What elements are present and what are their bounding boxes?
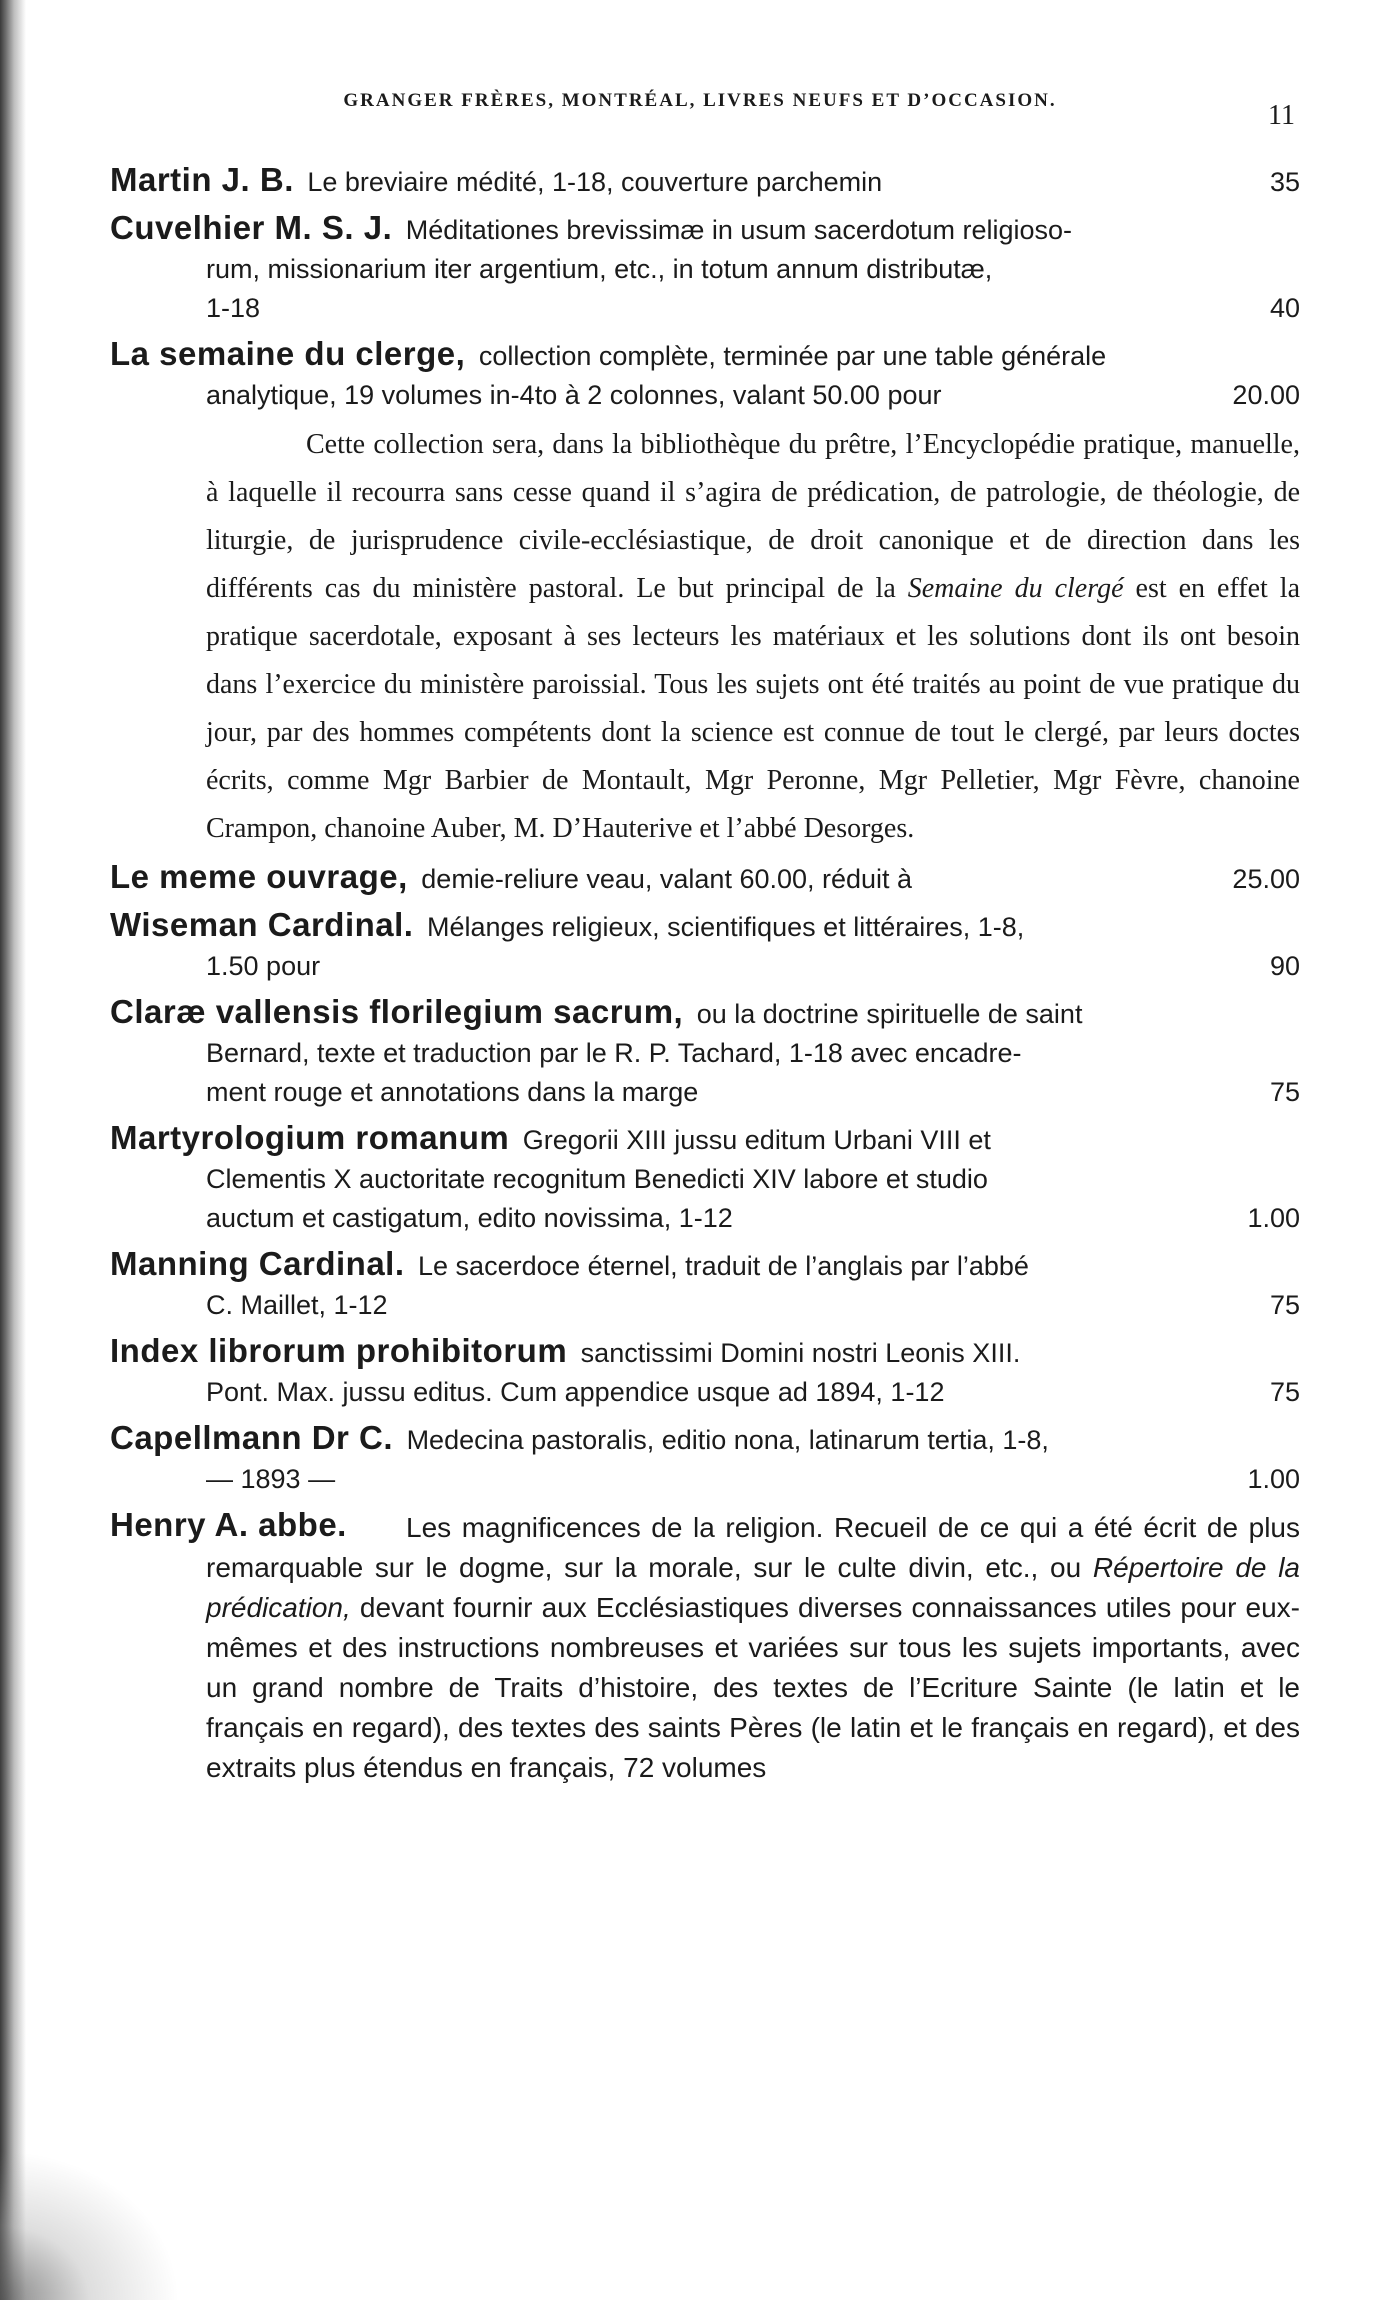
- entry-author: Martin J. B.: [110, 161, 294, 198]
- running-header: GRANGER FRÈRES, MONTRÉAL, LIVRES NEUFS ET D’OCCASION.: [343, 90, 1057, 111]
- entry-description: demie-reliure veau, valant 60.00, réduit à: [421, 864, 913, 894]
- entry-first-line: [110, 1418, 1300, 1460]
- entry-first-line: [110, 1244, 1300, 1286]
- entry-author: Index librorum prohibitorum: [110, 1332, 568, 1369]
- entry-author: Wiseman Cardinal.: [110, 906, 414, 943]
- catalogue-entry: [110, 1244, 1300, 1325]
- entry-author: La semaine du clerge,: [110, 335, 466, 372]
- entry-continuation: 1-18: [206, 293, 261, 323]
- entry-description: sanctissimi Domini nostri Leonis XIII.: [580, 1338, 1021, 1368]
- entry-description: Le breviaire médité, 1-18, couverture parchemin: [307, 167, 883, 197]
- entry-price: 75: [1269, 1290, 1300, 1320]
- entry-continuation: C. Maillet, 1-12: [206, 1290, 388, 1320]
- entry-price: 35: [1269, 167, 1300, 197]
- entry-continuation: rum, missionarium iter argentium, etc., in totum annum distributæ,: [206, 254, 993, 284]
- entry-price: 75: [1269, 1077, 1300, 1107]
- catalogue-entry: [110, 1331, 1300, 1412]
- entry-description: ou la doctrine spirituelle de saint: [696, 999, 1083, 1029]
- entry-price: 90: [1269, 951, 1300, 981]
- entry-author: Martyrologium romanum: [110, 1119, 510, 1156]
- catalogue-entry-henry: [110, 1505, 1300, 1788]
- catalogue-entry: [110, 1118, 1300, 1238]
- catalogue-entry: [110, 1418, 1300, 1499]
- entry-description: Le sacerdoce éternel, traduit de l’anglais par l’abbé: [418, 1251, 1029, 1281]
- entry-price: 1.00: [1247, 1464, 1300, 1494]
- entry-first-line: [110, 208, 1300, 250]
- entry-first-line: [110, 1118, 1300, 1160]
- entry-description: Medecina pastoralis, editio nona, latinarum tertia, 1-8,: [406, 1425, 1049, 1455]
- entry-author: Cuvelhier M. S. J.: [110, 209, 393, 246]
- entry-price: 1.00: [1247, 1203, 1300, 1233]
- entry-author: Claræ vallensis florilegium sacrum,: [110, 993, 684, 1030]
- page-number: 11: [1268, 100, 1295, 131]
- entry-continuation: analytique, 19 volumes in-4to à 2 colonnes, valant 50.00 pour: [206, 380, 942, 410]
- entry-description: collection complète, terminée par une table générale: [478, 341, 1107, 371]
- catalogue-entry: [110, 857, 1300, 899]
- entry-price: 20.00: [1232, 380, 1300, 410]
- entry-continuation: — 1893 —: [206, 1464, 336, 1494]
- henry-description: [206, 1508, 1300, 1788]
- page-corner-shadow: [0, 2150, 180, 2300]
- collection-blurb: [206, 421, 1300, 853]
- catalogue-entry: [110, 160, 1300, 202]
- entry-author: Manning Cardinal.: [110, 1245, 405, 1282]
- henry-text: Les magnificences de la religion. Recueil de ce qui a été écrit de plus remarquable sur le dogme, sur la morale, sur le culte divin, etc., ou: [206, 1512, 1300, 1583]
- entry-continuation: 1.50 pour: [206, 951, 321, 981]
- entry-description: Mélanges religieux, scientifiques et littéraires, 1-8,: [426, 912, 1025, 942]
- catalogue-entry: [110, 334, 1300, 415]
- entry-description: Gregorii XIII jussu editum Urbani VIII et: [522, 1125, 991, 1155]
- catalogue-entry: [110, 905, 1300, 986]
- entry-first-line: [110, 905, 1300, 947]
- entry-first-line: [110, 1331, 1300, 1373]
- catalogue-entry: [110, 208, 1300, 328]
- entry-continuation: Bernard, texte et traduction par le R. P. Tachard, 1-18 avec encadre-: [206, 1038, 1022, 1068]
- catalogue-content: [110, 160, 1300, 1794]
- entry-price: 25.00: [1232, 864, 1300, 894]
- entry-continuation: Clementis X auctoritate recognitum Benedicti XIV labore et studio: [206, 1164, 988, 1194]
- catalogue-entry: [110, 992, 1300, 1112]
- blurb-text: Cette collection sera, dans la bibliothèque du prêtre, l’Encyclopédie pratique, manuelle, à laquelle il recourra sans cesse quand il s’agira de prédication, de patrologie, de théologie, de liturgie, de jurisprudence civile-ecclésiastique, de droit canonique et de direction dans les différents cas du ministère pastoral. Le but principal de la: [206, 429, 1300, 604]
- entry-author: Henry A. abbe.: [110, 1506, 347, 1543]
- entry-first-line: [110, 334, 1300, 376]
- entry-price: 40: [1269, 293, 1300, 323]
- page-edge-shadow: [0, 0, 26, 2300]
- entry-first-line: [110, 857, 1300, 899]
- blurb-text: est en effet la pratique sacerdotale, exposant à ses lecteurs les matériaux et les solutions dont ils ont besoin dans l’exercice du ministère paroissial. Tous les sujets ont été traités au point de vue pratique du jour, par des hommes compétents dont la science est connue de tout le clergé, par leurs doctes écrits, comme Mgr Barbier de Montault, Mgr Peronne, Mgr Pelletier, Mgr Fèvre, chanoine Crampon, chanoine Auber, M. D’Hauterive et l’abbé Desorges.: [206, 573, 1301, 844]
- entry-continuation: Pont. Max. jussu editus. Cum appendice usque ad 1894, 1-12: [206, 1377, 945, 1407]
- henry-italic-title: Répertoire de la prédication,: [206, 1552, 1300, 1623]
- entry-author: Le meme ouvrage,: [110, 858, 408, 895]
- entry-price: 75: [1269, 1377, 1300, 1407]
- entry-description: Méditationes brevissimæ in usum sacerdotum religioso-: [405, 215, 1073, 245]
- blurb-italic-title: Semaine du clergé: [907, 573, 1124, 604]
- entry-first-line: [110, 992, 1300, 1034]
- entry-first-line: [110, 160, 1300, 202]
- henry-text: devant fournir aux Ecclésiastiques diverses connaissances utiles pour eux-mêmes et des instructions nombreuses et variées sur tous les sujets importants, avec un grand nombre de Traits d’histoire, des textes de l’Ecriture Sainte (le latin et le français en regard), des textes des saints Pères (le latin et le français en regard), et des extraits plus étendus en français, 72 volumes: [206, 1592, 1301, 1783]
- entry-continuation: ment rouge et annotations dans la marge: [206, 1077, 699, 1107]
- entry-continuation: auctum et castigatum, edito novissima, 1-12: [206, 1203, 733, 1233]
- entry-author: Capellmann Dr C.: [110, 1419, 394, 1456]
